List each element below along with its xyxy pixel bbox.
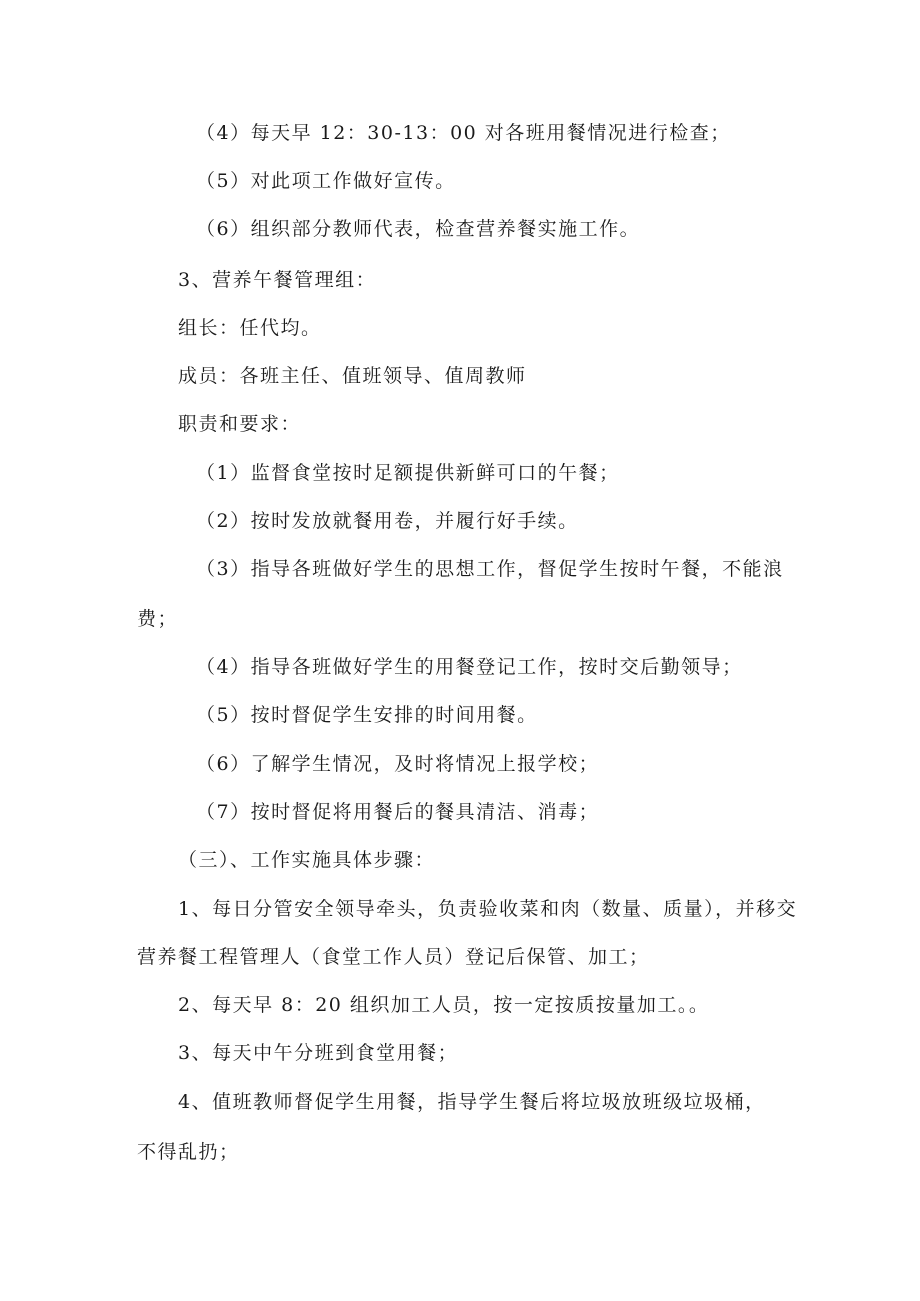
text-line: （6）组织部分教师代表，检查营养餐实施工作。 (196, 218, 641, 240)
text-line: （7）按时督促将用餐后的餐具清洁、消毒； (196, 801, 600, 823)
section-heading: 3、营养午餐管理组： (178, 269, 377, 291)
text-line: （4）指导各班做好学生的用餐登记工作，按时交后勤领导； (196, 656, 743, 678)
text-line: 不得乱扔； (137, 1141, 240, 1163)
text-line: （4）每天早 12：30-13：00 对各班用餐情况进行检查； (196, 122, 731, 144)
text-line: 组长：任代均。 (178, 317, 322, 339)
text-line: 4、值班教师督促学生用餐，指导学生餐后将垃圾放班级垃圾桶， (178, 1091, 766, 1113)
text-line: （1）监督食堂按时足额提供新鲜可口的午餐； (196, 462, 620, 484)
text-line: 费； (137, 608, 179, 630)
text-line: （3）指导各班做好学生的思想工作，督促学生按时午餐，不能浪 (196, 558, 784, 580)
text-line: 成员：各班主任、值班领导、值周教师 (178, 365, 527, 387)
text-line: （5）按时督促学生安排的时间用餐。 (196, 704, 538, 726)
text-line: 1、每日分管安全领导牵头，负责验收菜和肉（数量、质量），并移交 (178, 898, 798, 920)
text-line: （2）按时发放就餐用卷，并履行好手续。 (196, 510, 579, 532)
text-line: 3、每天中午分班到食堂用餐； (178, 1042, 459, 1064)
text-line: 营养餐工程管理人（食堂工作人员）登记后保管、加工； (137, 946, 650, 968)
text-line: 2、每天早 8：20 组织加工人员，按一定按质按量加工。。 (178, 994, 710, 1016)
text-line: （5）对此项工作做好宣传。 (196, 170, 456, 192)
section-heading: （三）、工作实施具体步骤： (178, 849, 436, 871)
text-line: 职责和要求： (178, 413, 302, 435)
text-line: （6）了解学生情况，及时将情况上报学校； (196, 753, 600, 775)
